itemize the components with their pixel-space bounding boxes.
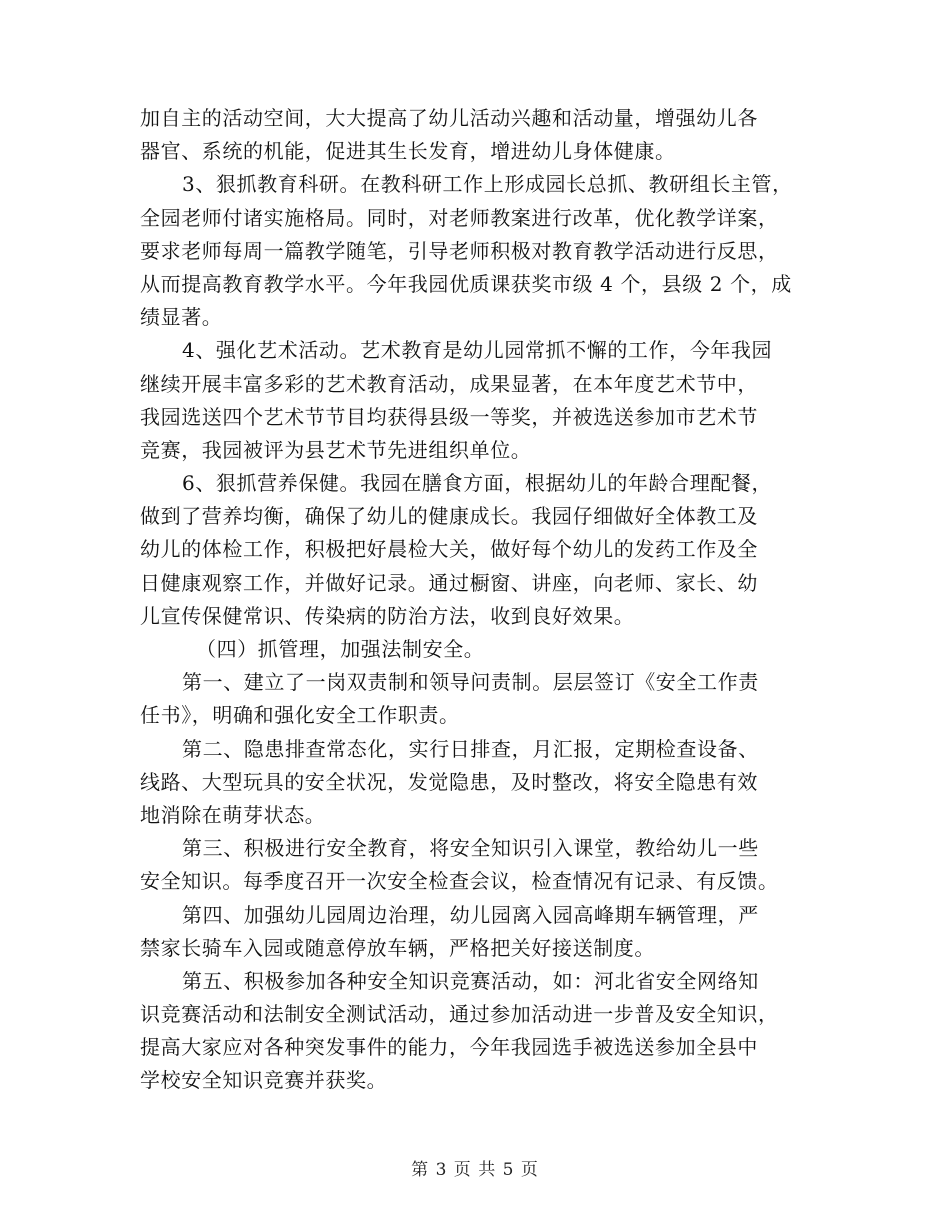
text-line: 继续开展丰富多彩的艺术教育活动，成果显著，在本年度艺术节中， <box>140 371 758 396</box>
text-line: 识竞赛活动和法制安全测试活动，通过参加活动进一步普及安全知识， <box>140 1002 779 1027</box>
section-heading: （四）抓管理，加强法制安全。 <box>196 637 485 661</box>
text-line: 从而提高教育教学水平。今年我园优质课获奖市级 4 个，县级 2 个，成 <box>140 271 792 296</box>
text-line: 器官、系统的机能，促进其生长发育，增进幼儿身体健康。 <box>140 139 676 164</box>
paragraph-start-line: 6、狠抓营养保健。我园在膳食方面，根据幼儿的年龄合理配餐， <box>182 471 773 496</box>
paragraph-start-line: 4、强化艺术活动。艺术教育是幼儿园常抓不懈的工作，今年我园 <box>182 338 773 363</box>
text-line: 日健康观察工作，并做好记录。通过橱窗、讲座，向老师、家长、幼 <box>140 570 758 595</box>
text-line: 做到了营养均衡，确保了幼儿的健康成长。我园仔细做好全体教工及 <box>140 504 758 529</box>
text-line: 绩显著。 <box>140 305 223 330</box>
text-line: 地消除在萌芽状态。 <box>140 802 326 827</box>
paragraph-start-line: 第四、加强幼儿园周边治理，幼儿园离入园高峰期车辆管理，严 <box>182 902 759 927</box>
text-line: 加自主的活动空间，大大提高了幼儿活动兴趣和活动量，增强幼儿各 <box>140 106 758 130</box>
text-line: 任书》，明确和强化安全工作职责。 <box>140 703 460 728</box>
paragraph-start-line: 第五、积极参加各种安全知识竞赛活动，如：河北省安全网络知 <box>182 968 759 993</box>
paragraph-start-line: 第三、积极进行安全教育，将安全知识引入课堂，教给幼儿一些 <box>182 836 759 861</box>
paragraph-start-line: 第一、建立了一岗双责制和领导问责制。层层签订《安全工作责 <box>182 670 759 695</box>
text-line: 儿宣传保健常识、传染病的防治方法，收到良好效果。 <box>140 603 635 628</box>
text-line: 安全知识。每季度召开一次安全检查会议，检查情况有记录、有反馈。 <box>140 869 779 894</box>
text-line: 幼儿的体检工作，积极把好晨检大关，做好每个幼儿的发药工作及全 <box>140 537 758 562</box>
text-line: 我园选送四个艺术节节目均获得县级一等奖，并被选送参加市艺术节 <box>140 404 758 429</box>
body-text <box>140 102 820 1098</box>
paragraph-start-line: 3、狠抓教育科研。在教科研工作上形成园长总抓、教研组长主管， <box>182 172 793 197</box>
text-line: 禁家长骑车入园或随意停放车辆，严格把关好接送制度。 <box>140 935 655 960</box>
text-line: 线路、大型玩具的安全状况，发觉隐患，及时整改，将安全隐患有效 <box>140 769 758 794</box>
text-line: 竞赛，我园被评为县艺术节先进组织单位。 <box>140 437 532 462</box>
text-line: 全园老师付诸实施格局。同时，对老师教案进行改革，优化教学详案， <box>140 205 779 230</box>
text-line: 要求老师每周一篇教学随笔，引导老师积极对教育教学活动进行反思， <box>140 238 779 263</box>
text-line: 学校安全知识竞赛并获奖。 <box>140 1068 388 1093</box>
text-line: 提高大家应对各种突发事件的能力，今年我园选手被选送参加全县中 <box>140 1035 758 1060</box>
page-number-footer: 第 3 页 共 5 页 <box>411 1160 539 1180</box>
paragraph-start-line: 第二、隐患排查常态化，实行日排查，月汇报，定期检查设备、 <box>182 736 759 761</box>
